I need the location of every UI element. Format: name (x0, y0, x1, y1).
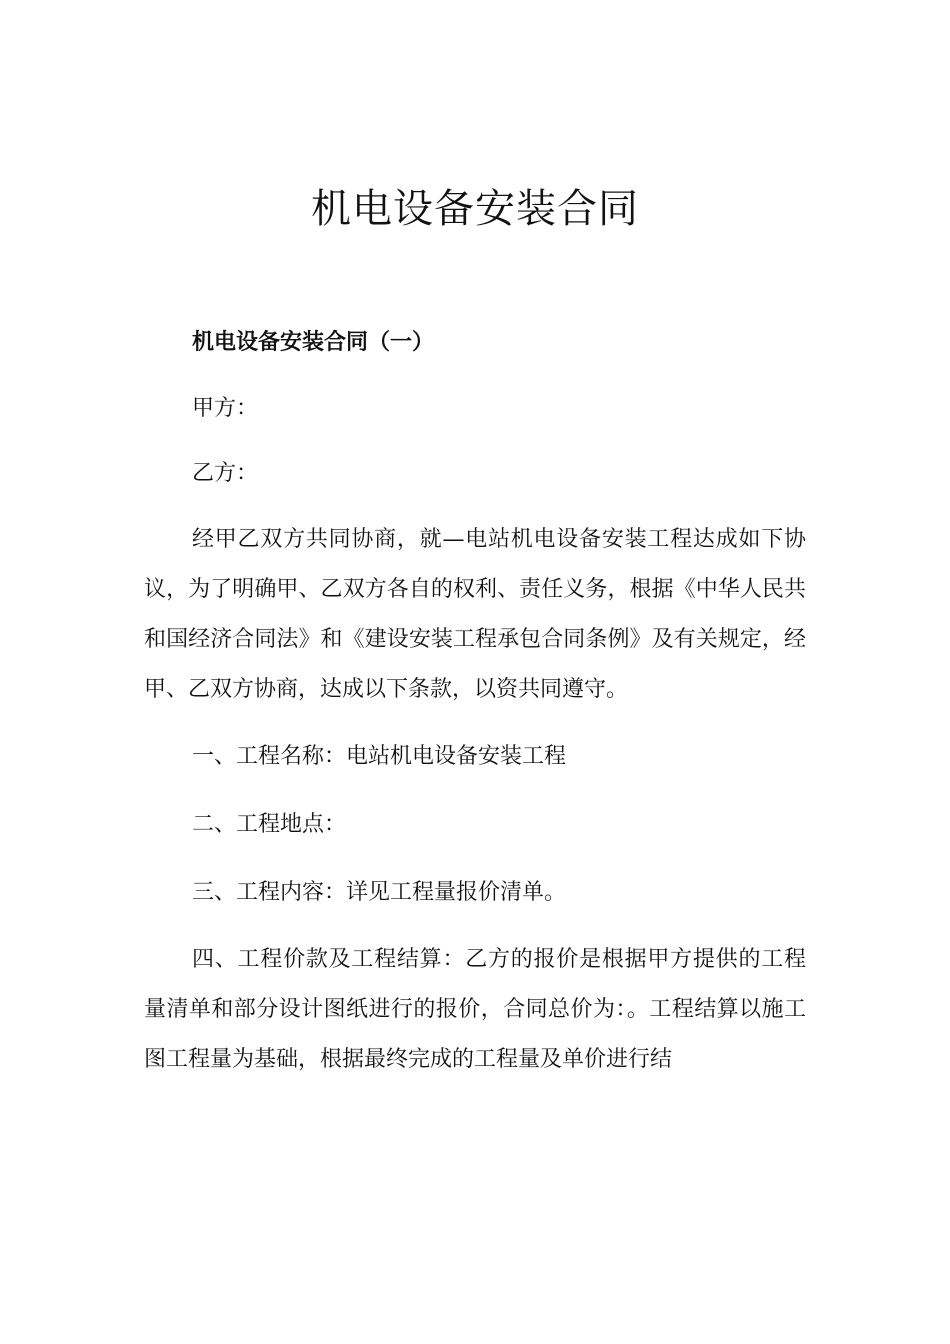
intro-paragraph: 经甲乙双方共同协商，就—电站机电设备安装工程达成如下协议，为了明确甲、乙双方各自的权利、责任义务，根据《中华人民共和国经济合同法》和《建设安装工程承包合同条例》及有关规定，经甲、乙双方协商，达成以下条款，以资共同遵守。 (144, 527, 806, 702)
clause-price-settlement: 四、工程价款及工程结算：乙方的报价是根据甲方提供的工程量清单和部分设计图纸进行的报价，合同总价为：。工程结算以施工图工程量为基础，根据最终完成的工程量及单价进行结 (144, 947, 806, 1072)
clause-project-location: 二、工程地点： (192, 812, 347, 837)
party-a-line: 甲方： (192, 396, 259, 421)
clause-project-name: 一、工程名称：电站机电设备安装工程 (192, 744, 567, 769)
section-heading: 机电设备安装合同（一） (192, 330, 435, 355)
clause-project-content: 三、工程内容：详见工程量报价清单。 (192, 880, 567, 905)
document-title: 机电设备安装合同 (311, 186, 639, 232)
party-b-line: 乙方： (192, 461, 259, 486)
